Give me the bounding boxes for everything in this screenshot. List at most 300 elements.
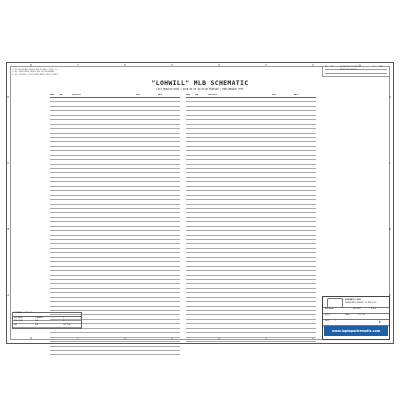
cell-page-number: 31: [50, 231, 52, 233]
cell-date: 09/05/2018: [158, 294, 168, 296]
cell-page-number: 94: [186, 254, 188, 256]
cell-contents: S0 / S3 RAILS: [208, 169, 221, 171]
cell-page-number: 108: [186, 316, 189, 318]
cell-csa-number: 32: [59, 227, 61, 229]
cell-sync: ELECTRONIC: [136, 316, 146, 318]
cell-csa-number: 68: [195, 129, 197, 131]
cell-contents: CONSTRAINTS: SMC: [208, 285, 223, 287]
cell-csa-number: 58: [59, 342, 61, 344]
cell-contents: LCD CONNECTOR: [208, 196, 221, 198]
cell-sync: ELECTRONIC: [136, 245, 146, 247]
cell-date: 09/05/2018: [158, 174, 168, 176]
cell-page-number: 25: [50, 205, 52, 207]
cell-date: 09/05/2018: [158, 267, 168, 269]
cell-contents: CPU VCCIN: [208, 125, 217, 127]
cell-contents: CPU AUDIO / SATA: [72, 178, 87, 180]
cell-contents: POWER ALIASES: [72, 338, 85, 340]
cell-csa-number: 108: [195, 307, 198, 309]
cell-page-number: 11: [50, 143, 52, 145]
cell-page-number: 100: [186, 280, 189, 282]
revision-description-label: DESCRIPTION OF REVISION: [340, 66, 361, 68]
cell-sync: ELECTRONIC: [272, 209, 282, 211]
cell-sync: ELECTRONIC: [272, 262, 282, 264]
cell-sync: ELECTRONIC: [272, 169, 282, 171]
cell-page-number: 59: [186, 98, 188, 100]
cell-sync: ELECTRONIC: [272, 236, 282, 238]
cell-page-number: 55: [50, 338, 52, 340]
cell-date: 09/05/2018: [158, 351, 168, 353]
cell-date: 09/05/2018: [294, 165, 304, 167]
cell-sync: ELECTRONIC: [272, 160, 282, 162]
cell-csa-number: 12: [59, 143, 61, 145]
cell-date: 09/05/2018: [158, 160, 168, 162]
cell-date: 09/05/2018: [158, 276, 168, 278]
cell-csa-number: 110: [195, 316, 198, 318]
cell-csa-number: 92: [195, 236, 197, 238]
cell-csa-number: 53: [59, 320, 61, 322]
cell-page-number: 69: [186, 143, 188, 145]
cell-sync: ELECTRONIC: [136, 351, 146, 353]
cell-date: 09/05/2018: [294, 187, 304, 189]
cell-csa-number: 14: [59, 152, 61, 154]
watermark[interactable]: www.laptopschematic.com: [324, 326, 388, 336]
cell-csa-number: 48: [59, 298, 61, 300]
cell-sync: ELECTRONIC: [136, 231, 146, 233]
cell-date: 09/05/2018: [294, 338, 304, 340]
cell-contents: T2 BOOT / SPI: [72, 227, 85, 229]
cell-contents: CONSTRAINTS: DISPLAY: [208, 276, 227, 278]
cell-contents: TOUCH ID: [208, 214, 216, 216]
cell-csa-number: 52: [59, 316, 61, 318]
cell-page-number: 20: [50, 183, 52, 185]
cell-contents: MISC: [72, 351, 76, 353]
cell-contents: DDR4 CHANNEL A: [72, 196, 86, 198]
cell-sync: ELECTRONIC: [272, 196, 282, 198]
cell-csa-number: 71: [195, 143, 197, 145]
cell-sync: ELECTRONIC: [272, 103, 282, 105]
cell-date: 09/05/2018: [294, 276, 304, 278]
cell-csa-number: 18: [59, 169, 61, 171]
cell-contents: CONSTRAINTS: POWER: [208, 289, 225, 291]
cell-csa-number: 80: [195, 183, 197, 185]
cell-page-number: 51: [50, 320, 52, 322]
cell-sync: ELECTRONIC: [136, 298, 146, 300]
cell-date: 09/05/2018: [294, 134, 304, 136]
revision-entry: PRODUCTION RELEASED: [340, 70, 358, 71]
cell-page-number: 102: [186, 289, 189, 291]
cell-page-number: 88: [186, 227, 188, 229]
cell-csa-number: 83: [195, 196, 197, 198]
cell-sync: ELECTRONIC: [272, 107, 282, 109]
cell-page-number: 38: [50, 262, 52, 264]
cell-csa-number: 21: [59, 183, 61, 185]
cell-contents: BUTTONS: [208, 240, 215, 242]
cell-sync: ELECTRONIC: [272, 307, 282, 309]
cell-contents: KEYBOARD BACKLIGHT: [208, 236, 225, 238]
cell-page-number: 4: [50, 112, 51, 114]
cell-page-number: 103: [186, 294, 189, 296]
cell-date: 09/05/2018: [294, 174, 304, 176]
cell-page-number: 6: [50, 120, 51, 122]
cell-contents: CONSTRAINTS: AUDIO: [208, 280, 225, 282]
cell-date: 09/05/2018: [294, 271, 304, 273]
cell-page-number: 12: [50, 147, 52, 149]
cell-contents: REVISION HISTORY: [208, 338, 223, 340]
cell-date: 09/05/2018: [294, 294, 304, 296]
cell-sync: ELECTRONIC: [272, 311, 282, 313]
cell-contents: USB-C PORT D: [72, 267, 84, 269]
eco-label: ECO: [331, 66, 334, 68]
cell-csa-number: 3: [59, 107, 60, 109]
cell-date: 09/05/2018: [294, 218, 304, 220]
zone-marker: 2: [312, 336, 314, 340]
cell-csa-number: 45: [59, 285, 61, 287]
cell-sync: ELECTRONIC: [272, 112, 282, 114]
cell-date: 09/05/2018: [158, 138, 168, 140]
cell-sync: ELECTRONIC: [136, 120, 146, 122]
cell-contents: HALL SENSOR: [208, 231, 219, 233]
cell-page-number: 35: [50, 249, 52, 251]
cell-csa-number: 25: [59, 196, 61, 198]
cell-contents: CAMERA: [208, 205, 214, 207]
cell-date: 09/05/2018: [294, 138, 304, 140]
cell-page-number: 91: [186, 240, 188, 242]
cell-sync: ELECTRONIC: [136, 196, 146, 198]
cell-sync: ELECTRONIC: [136, 98, 146, 100]
cell-csa-number: 26: [59, 200, 61, 202]
cell-sync: ELECTRONIC: [272, 129, 282, 131]
title-block-sheet: 1 OF 115: [357, 314, 365, 316]
cell-csa-number: 109: [195, 311, 198, 313]
cell-page-number: 28: [50, 218, 52, 220]
cell-csa-number: 31: [59, 223, 61, 225]
cell-sync: ELECTRONIC: [272, 267, 282, 269]
table-row: [50, 351, 180, 355]
cell-csa-number: 70: [195, 138, 197, 140]
cell-sync: ELECTRONIC: [136, 147, 146, 149]
cell-csa-number: 27: [59, 205, 61, 207]
cell-page-number: 56: [50, 342, 52, 344]
cell-date: 09/05/2018: [294, 209, 304, 211]
cell-page-number: 27: [50, 214, 52, 216]
cell-sync: ELECTRONIC: [136, 214, 146, 216]
cell-sync: ELECTRONIC: [136, 125, 146, 127]
cell-page-number: 77: [186, 178, 188, 180]
cell-page-number: 1: [50, 98, 51, 100]
cell-csa-number: 84: [195, 200, 197, 202]
cell-csa-number: 23: [59, 191, 61, 193]
title-block-sheet-label: SHEET: [345, 314, 350, 316]
cell-csa-number: 99: [195, 267, 197, 269]
cell-contents: DEBUG LEDS: [208, 245, 218, 247]
cell-csa-number: 74: [195, 156, 197, 158]
cell-sync: ELECTRONIC: [272, 302, 282, 304]
company-logo-stamp: [327, 298, 343, 308]
cell-date: 09/05/2018: [158, 338, 168, 340]
cell-date: 09/05/2018: [294, 98, 304, 100]
cell-contents: 1.2V DDR SUPPLY: [208, 138, 222, 140]
legend-row: BOM MLB CRITICAL: [13, 324, 81, 328]
cell-date: 09/05/2018: [294, 116, 304, 118]
cell-contents: 1V8 SUPPLY: [208, 143, 218, 145]
zone-marker: 4: [218, 63, 220, 67]
zone-marker: B: [389, 227, 391, 231]
cell-contents: WIFI / BT: [72, 276, 81, 278]
cell-date: 09/05/2018: [158, 325, 168, 327]
cell-sync: ELECTRONIC: [136, 156, 146, 158]
cell-date: 09/05/2018: [158, 205, 168, 207]
cell-csa-number: 72: [195, 147, 197, 149]
cell-page-number: 41: [50, 276, 52, 278]
table-row: [186, 338, 316, 342]
cell-date: 09/05/2018: [158, 245, 168, 247]
cell-sync: ELECTRONIC: [272, 165, 282, 167]
cell-date: 09/05/2018: [158, 320, 168, 322]
cell-csa-number: 78: [195, 174, 197, 176]
cell-csa-number: 41: [59, 267, 61, 269]
cell-contents: T2 DECOUPLING: [72, 240, 85, 242]
cell-csa-number: 102: [195, 280, 198, 282]
legend-title: SCHEMATIC / PCB #'S: [13, 313, 81, 317]
cell-sync: ELECTRONIC: [136, 347, 146, 349]
cell-sync: ELECTRONIC: [136, 187, 146, 189]
cell-csa-number: 39: [59, 258, 61, 260]
cell-csa-number: 37: [59, 249, 61, 251]
cell-date: 09/05/2018: [158, 280, 168, 282]
cell-page-number: 47: [50, 302, 52, 304]
cell-date: 09/05/2018: [158, 125, 168, 127]
cell-contents: SPI ROM: [72, 329, 79, 331]
cell-csa-number: 62: [195, 103, 197, 105]
cell-csa-number: 55: [59, 329, 61, 331]
cell-contents: CPU GPIO: [72, 174, 80, 176]
cell-date: 09/05/2018: [158, 147, 168, 149]
rev-label: REV: [325, 66, 328, 68]
zone-marker: 8: [30, 336, 32, 340]
zone-marker: C: [7, 161, 10, 165]
cell-sync: ELECTRONIC: [136, 289, 146, 291]
cell-sync: ELECTRONIC: [136, 262, 146, 264]
cell-sync: ELECTRONIC: [136, 103, 146, 105]
page-title: "LOHWILL" MLB SCHEMATIC: [151, 79, 249, 87]
cell-date: 09/05/2018: [294, 129, 304, 131]
cell-contents: Table of Contents: [72, 98, 88, 100]
cell-page-number: 17: [50, 169, 52, 171]
cell-date: 09/05/2018: [294, 112, 304, 114]
cell-page-number: 60: [186, 103, 188, 105]
cell-page-number: 46: [50, 298, 52, 300]
cell-csa-number: 4: [59, 112, 60, 114]
cell-page-number: 61: [186, 107, 188, 109]
cell-page-number: 93: [186, 249, 188, 251]
cell-sync: ELECTRONIC: [272, 329, 282, 331]
title-block-drawing-title: SCHEMATIC,MLB: [345, 299, 361, 301]
cell-date: 09/05/2018: [158, 302, 168, 304]
cell-csa-number: 29: [59, 214, 61, 216]
cell-page-number: 15: [50, 160, 52, 162]
cell-sync: ELECTRONIC: [272, 223, 282, 225]
cell-contents: POWER BLOCK DIAGRAM: [72, 107, 90, 109]
cell-date: 09/05/2018: [294, 103, 304, 105]
cell-page-number: 89: [186, 231, 188, 233]
zone-marker: 5: [171, 336, 173, 340]
cell-csa-number: 56: [59, 333, 61, 335]
cell-sync: ELECTRONIC: [136, 178, 146, 180]
cell-contents: CHARGER: [208, 103, 215, 105]
cell-contents: AUDIO CODEC: [72, 280, 83, 282]
cell-date: 09/05/2018: [158, 178, 168, 180]
cell-csa-number: 49: [59, 302, 61, 304]
cell-contents: SSD INTERFACE: [72, 218, 85, 220]
cell-contents: T2 MISC: [72, 236, 79, 238]
cell-contents: CPU PCIE / USB: [72, 160, 86, 162]
cell-sync: ELECTRONIC: [136, 302, 146, 304]
cell-contents: TOUCH BAR: [208, 218, 217, 220]
cell-date: 09/05/2018: [294, 329, 304, 331]
cell-date: 09/05/2018: [294, 320, 304, 322]
cell-sync: ELECTRONIC: [272, 240, 282, 242]
cell-date: 09/05/2018: [294, 249, 304, 251]
date-label: DATE: [379, 66, 383, 68]
cell-page-number: 107: [186, 311, 189, 313]
cell-csa-number: 79: [195, 178, 197, 180]
cell-contents: NET SPACING: [208, 320, 219, 322]
cell-contents: BOARD INFO: [208, 316, 218, 318]
cell-page-number: 78: [186, 183, 188, 185]
cell-date: 09/05/2018: [294, 262, 304, 264]
header-contents: CONTENTS: [72, 93, 81, 96]
cell-csa-number: 15: [59, 156, 61, 158]
cell-csa-number: 89: [195, 223, 197, 225]
cell-sync: ELECTRONIC: [136, 276, 146, 278]
cell-contents: AMBIENT LIGHT: [208, 209, 221, 211]
cell-date: 09/05/2018: [158, 143, 168, 145]
cell-date: 09/05/2018: [158, 329, 168, 331]
ck-label: CK: [373, 66, 375, 68]
zone-marker: B: [7, 227, 10, 231]
cell-contents: CONSTRAINTS: THUNDERBOLT: [208, 271, 231, 273]
cell-page-number: 66: [186, 129, 188, 131]
cell-sync: ELECTRONIC: [136, 240, 146, 242]
cell-date: 09/05/2018: [158, 107, 168, 109]
cell-sync: ELECTRONIC: [136, 267, 146, 269]
cell-date: 09/05/2018: [158, 169, 168, 171]
cell-date: 09/05/2018: [294, 205, 304, 207]
cell-contents: POWER SEQUENCING: [72, 333, 87, 335]
cell-page-number: 79: [186, 187, 188, 189]
cell-page-number: 99: [186, 276, 188, 278]
cell-date: 09/05/2018: [158, 200, 168, 202]
cell-contents: CHIPSET SUPPORT: [72, 191, 86, 193]
cell-contents: CHARGER SUPPORT: [208, 107, 222, 109]
cell-sync: ELECTRONIC: [136, 160, 146, 162]
cell-sync: ELECTRONIC: [272, 214, 282, 216]
cell-contents: XDP CONNECTOR: [72, 187, 85, 189]
cell-contents: CONSTRAINTS: MISC: [208, 307, 224, 309]
cell-sync: ELECTRONIC: [272, 147, 282, 149]
cell-date: 09/05/2018: [158, 196, 168, 198]
cell-csa-number: 82: [195, 191, 197, 193]
cell-sync: ELECTRONIC: [272, 187, 282, 189]
cell-contents: SMC: [72, 302, 75, 304]
cell-contents: KEYBOARD / TRACKPAD: [72, 320, 90, 322]
cell-date: 09/05/2018: [158, 165, 168, 167]
cell-csa-number: 103: [195, 285, 198, 287]
cell-contents: CONSTRAINTS: WIFI: [208, 302, 224, 304]
cell-csa-number: 20: [59, 178, 61, 180]
cell-csa-number: 59: [59, 347, 61, 349]
cell-sync: ELECTRONIC: [136, 223, 146, 225]
zone-marker: D: [7, 95, 10, 99]
cell-date: 09/05/2018: [158, 187, 168, 189]
cell-sync: ELECTRONIC: [136, 338, 146, 340]
cell-csa-number: 88: [195, 218, 197, 220]
note-line: 2) ALL CAPACITANCE VALUES ARE IN MICROFARADS.: [12, 72, 56, 74]
part-number-legend: [12, 312, 82, 329]
revision-block: [322, 66, 389, 77]
cell-sync: ELECTRONIC: [136, 294, 146, 296]
cell-page-number: 83: [186, 205, 188, 207]
cell-csa-number: 64: [195, 112, 197, 114]
cell-csa-number: 36: [59, 245, 61, 247]
cell-date: 09/05/2018: [294, 214, 304, 216]
title-block-notice: PROPRIETARY PROPERTY OF APPLE INC.: [345, 302, 378, 304]
cell-sync: ELECTRONIC: [272, 156, 282, 158]
cell-date: 09/05/2018: [294, 254, 304, 256]
cell-contents: CPU LPC / SPI / SMBUS: [72, 169, 92, 171]
cell-page-number: 57: [50, 347, 52, 349]
cell-sync: ELECTRONIC: [272, 178, 282, 180]
cell-contents: USB-C PORT B: [72, 258, 84, 260]
title-block-revision: 6.0.0: [371, 308, 376, 310]
cell-sync: ELECTRONIC: [136, 200, 146, 202]
cell-csa-number: 112: [195, 325, 198, 327]
cell-contents: AUDIO HEADPHONE: [72, 289, 86, 291]
cell-csa-number: 76: [195, 165, 197, 167]
cell-page-number: 87: [186, 223, 188, 225]
cell-page-number: 19: [50, 178, 52, 180]
cell-contents: HOLES / SHIELDS: [72, 125, 86, 127]
cell-page-number: 50: [50, 316, 52, 318]
cell-sync: ELECTRONIC: [272, 134, 282, 136]
cell-date: 09/05/2018: [158, 311, 168, 313]
cell-page-number: 72: [186, 156, 188, 158]
cell-date: 09/05/2018: [294, 240, 304, 242]
cell-sync: ELECTRONIC: [272, 254, 282, 256]
cell-page-number: 74: [186, 165, 188, 167]
cell-csa-number: 51: [59, 311, 61, 313]
zone-marker: 4: [218, 336, 220, 340]
cell-sync: ELECTRONIC: [272, 280, 282, 282]
header-csa: CSA: [59, 93, 63, 96]
cell-page-number: 21: [50, 187, 52, 189]
cell-sync: ELECTRONIC: [272, 258, 282, 260]
cell-sync: ELECTRONIC: [272, 152, 282, 154]
cell-contents: CPU DDR INTERFACE: [72, 138, 88, 140]
cell-csa-number: 104: [195, 289, 198, 291]
cell-sync: ELECTRONIC: [136, 138, 146, 140]
cell-date: 09/05/2018: [294, 125, 304, 127]
cell-page-number: 90: [186, 236, 188, 238]
header-contents: CONTENTS: [208, 93, 217, 96]
cell-page-number: 95: [186, 258, 188, 260]
cell-page-number: 110: [186, 325, 189, 327]
contents-table-right: [186, 93, 316, 342]
cell-csa-number: 95: [195, 249, 197, 251]
cell-date: 09/05/2018: [158, 231, 168, 233]
cell-csa-number: 106: [195, 298, 198, 300]
cell-csa-number: 50: [59, 307, 61, 309]
